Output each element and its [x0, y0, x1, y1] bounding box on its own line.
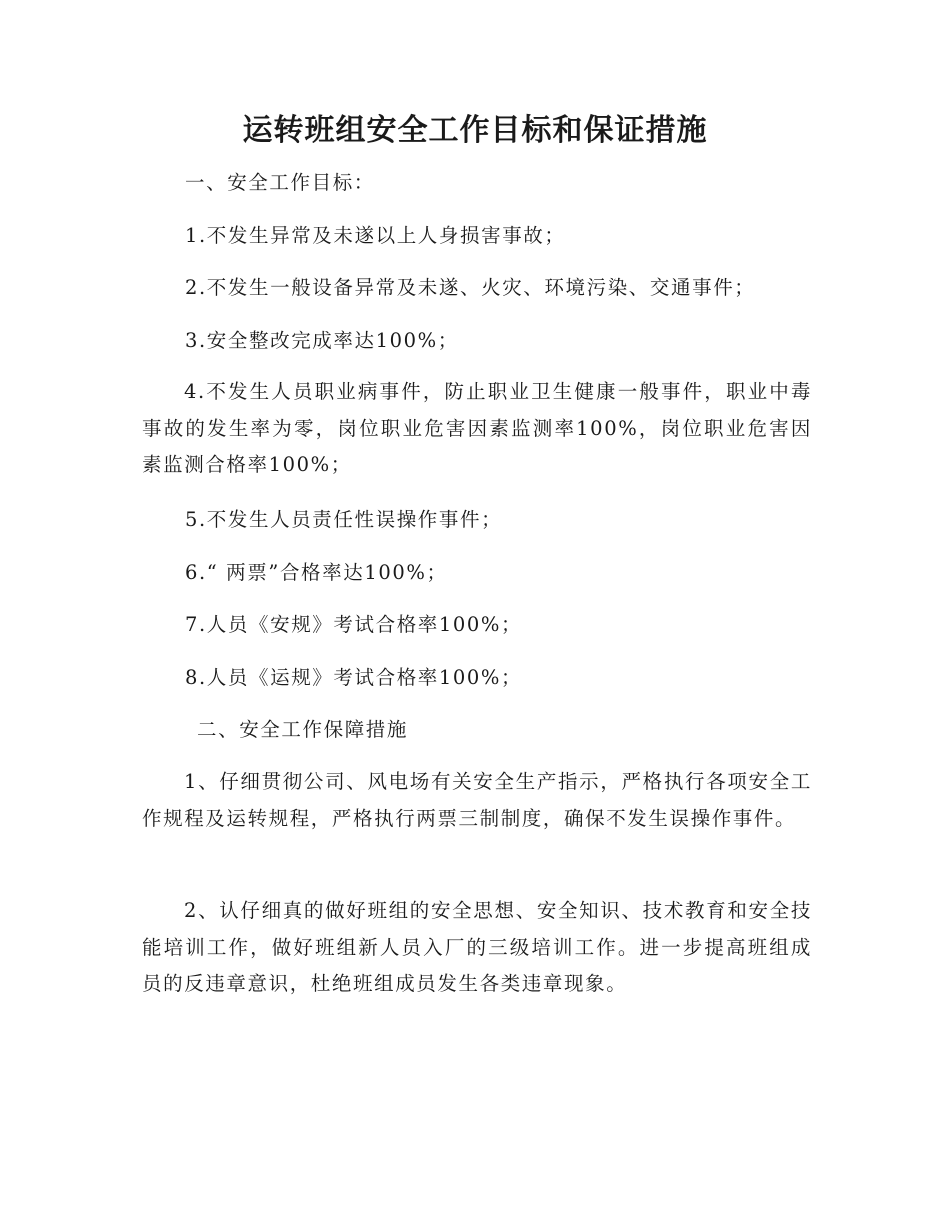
- goal-item-6: 6.“ 两票”合格率达100%；: [185, 561, 448, 584]
- document-title: 运转班组安全工作目标和保证措施: [242, 113, 708, 148]
- goal-item-4: 4.不发生人员职业病事件，防止职业卫生健康一般事件，职业中毒事故的发生率为零，岗位职业危害因素监测率100%，岗位职业危害因素监测合格率100%；: [142, 380, 812, 476]
- goal-item-8: 8.人员《运规》考试合格率100%；: [185, 666, 523, 689]
- goal-item-3: 3.安全整改完成率达100%；: [185, 329, 459, 352]
- section-heading-goals: 一、安全工作目标：: [185, 171, 375, 194]
- section-heading-measures: 二、安全工作保障措施: [197, 718, 409, 741]
- goal-item-1: 1.不发生异常及未遂以上人身损害事故；: [185, 224, 566, 247]
- goal-item-7: 7.人员《安规》考试合格率100%；: [185, 613, 523, 636]
- measure-item-2: 2、认仔细真的做好班组的安全思想、安全知识、技术教育和安全技能培训工作，做好班组新人员入厂的三级培训工作。进一步提高班组成员的反违章意识，杜绝班组成员发生各类违章现象。: [142, 899, 812, 995]
- measure-item-1: 1、仔细贯彻公司、风电场有关安全生产指示，严格执行各项安全工作规程及运转规程，严格执行两票三制制度，确保不发生误操作事件。: [142, 770, 812, 830]
- goal-item-5: 5.不发生人员责任性误操作事件；: [185, 508, 503, 531]
- goal-item-2: 2.不发生一般设备异常及未遂、火灾、环境污染、交通事件；: [185, 276, 756, 299]
